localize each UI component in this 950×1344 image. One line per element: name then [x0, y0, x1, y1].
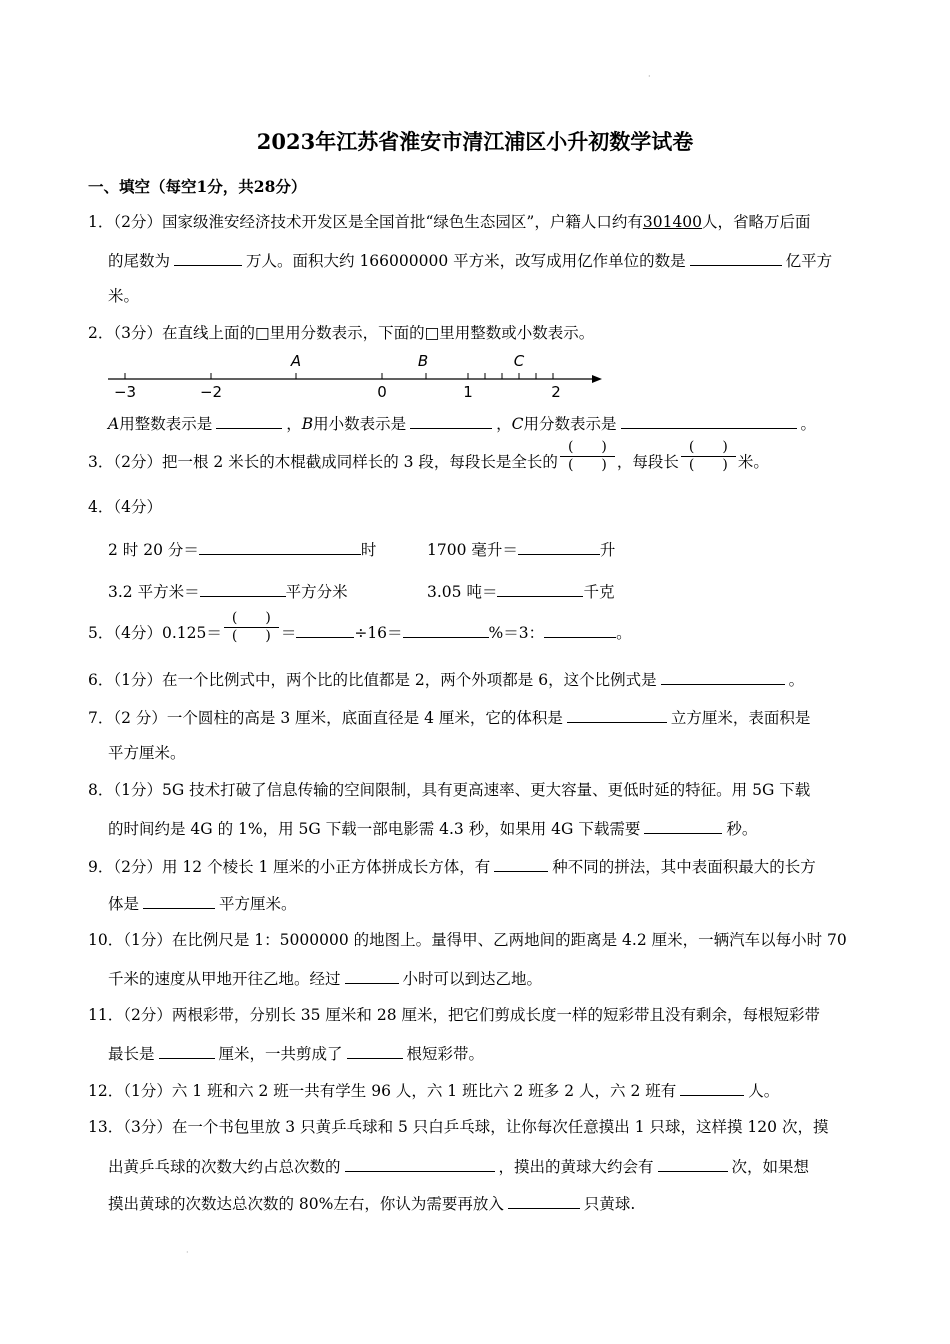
- answer-blank[interactable]: [143, 892, 215, 909]
- q-number: 2．: [88, 324, 114, 342]
- scan-dot: ·: [648, 72, 651, 81]
- q-number: 4．: [88, 498, 114, 516]
- q-number: 9．: [88, 858, 114, 876]
- answer-blank[interactable]: [216, 412, 282, 429]
- answer-blank[interactable]: [345, 967, 399, 984]
- answer-blank[interactable]: [544, 621, 616, 638]
- tick-label: 2: [551, 383, 561, 401]
- population-value: 301400: [642, 213, 703, 231]
- q-number: 5．: [88, 624, 114, 642]
- q-score: （3分）: [123, 1118, 172, 1136]
- number-line-ticks: [125, 373, 553, 379]
- answer-blank[interactable]: [200, 580, 286, 597]
- q-score: （1分）: [123, 931, 172, 949]
- answer-blank[interactable]: [296, 621, 354, 638]
- fraction-blank[interactable]: $\frac{( )}{( )}$: [681, 439, 736, 474]
- answer-blank[interactable]: [410, 412, 492, 429]
- q-score: （2分）: [123, 1006, 172, 1024]
- q-score: （3分）: [113, 324, 162, 342]
- q-number: 10．: [88, 931, 124, 949]
- answer-blank[interactable]: [658, 1155, 728, 1172]
- answer-blank[interactable]: [497, 580, 583, 597]
- point-label-c: C: [513, 352, 525, 370]
- fraction-blank[interactable]: $\frac{( )}{( )}$: [560, 439, 615, 474]
- answer-blank[interactable]: [345, 1155, 495, 1172]
- point-label-a: A: [290, 352, 302, 370]
- number-line: [100, 350, 610, 406]
- tick-label: 1: [463, 383, 473, 401]
- q-number: 12．: [88, 1082, 124, 1100]
- answer-blank[interactable]: [661, 668, 785, 685]
- q-score: （1分）: [113, 781, 162, 799]
- q-score: （2 分）: [113, 709, 167, 727]
- answer-blank[interactable]: [518, 538, 600, 555]
- tick-label: −3: [113, 383, 137, 401]
- q-score: （2分）: [113, 453, 162, 471]
- answer-blank[interactable]: [174, 249, 242, 266]
- q-score: （4分）: [113, 498, 162, 516]
- q-number: 8．: [88, 781, 114, 799]
- q-score: （4分）: [113, 624, 162, 642]
- section-heading: 一、填空（每空1分，共28分）: [88, 177, 307, 196]
- q-number: 13．: [88, 1118, 124, 1136]
- q-number: 7．: [88, 709, 114, 727]
- answer-blank[interactable]: [567, 706, 667, 723]
- q-score: （1分）: [113, 671, 162, 689]
- tick-label: −2: [199, 383, 223, 401]
- q-score: （1分）: [123, 1082, 172, 1100]
- fraction-blank[interactable]: $\frac{( )}{( )}$: [224, 610, 279, 645]
- q-number: 11．: [88, 1006, 124, 1024]
- q-number: 1．: [88, 213, 114, 231]
- answer-blank[interactable]: [403, 621, 489, 638]
- answer-blank[interactable]: [690, 249, 782, 266]
- page-title: 2023年江苏省淮安市清江浦区小升初数学试卷: [256, 129, 694, 154]
- q-score: （2分）: [113, 213, 162, 231]
- q-number: 6．: [88, 671, 114, 689]
- answer-blank[interactable]: [347, 1042, 403, 1059]
- answer-blank[interactable]: [621, 412, 797, 429]
- answer-blank[interactable]: [494, 855, 548, 872]
- point-label-b: B: [417, 352, 429, 370]
- answer-blank[interactable]: [508, 1192, 580, 1209]
- scan-dot: ·: [186, 1248, 189, 1257]
- tick-label: 0: [377, 383, 387, 401]
- answer-blank[interactable]: [159, 1042, 215, 1059]
- q-number: 3．: [88, 453, 114, 471]
- arrow-icon: [592, 375, 602, 383]
- answer-blank[interactable]: [644, 817, 722, 834]
- answer-blank[interactable]: [199, 538, 361, 555]
- q-score: （2分）: [113, 858, 162, 876]
- answer-blank[interactable]: [680, 1079, 744, 1096]
